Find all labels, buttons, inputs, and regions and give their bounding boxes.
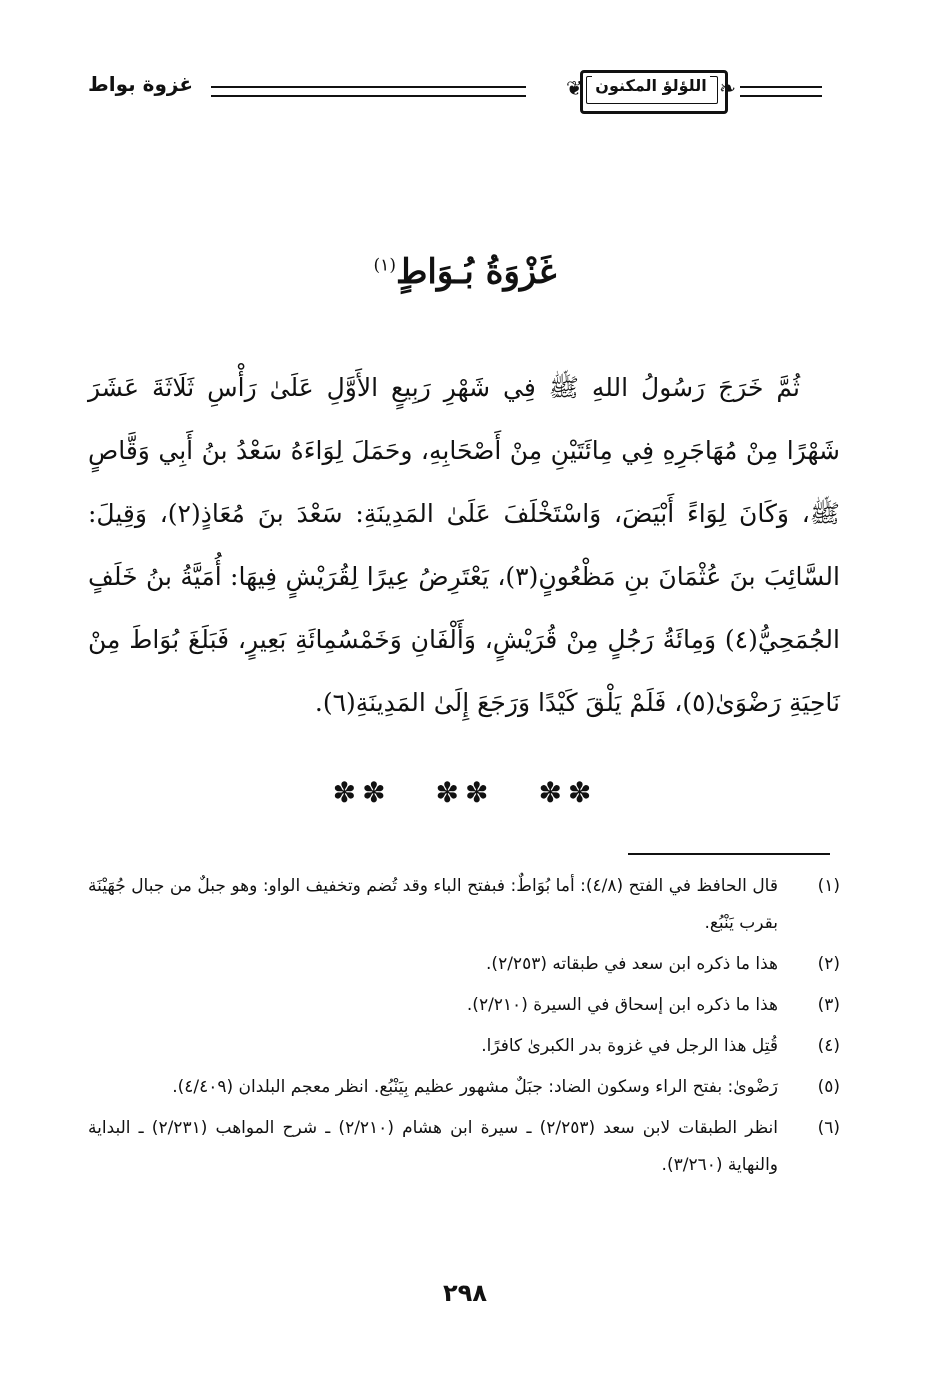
body-paragraph: ثُمَّ خَرَجَ رَسُولُ اللهِ ﷺ فِي شَهْرِ رَبِيعٍ الأَوَّلِ عَلَىٰ رَأْسِ ثَلَاثَةَ عَشَرَ شَهْرًا مِنْ مُهَاجَرِهِ فِي مِائَتَيْنِ مِنْ أَصْحَابِهِ، وحَمَلَ لِوَاءَهُ سَعْدُ بنُ أَبِي وَقَّاصٍ ﷺ، وَكَانَ لِوَاءً أَبْيَضَ، وَاسْتَخْلَفَ عَلَىٰ المَدِينَةِ: سَعْدَ بنَ مُعَاذٍ(٢)، وَقِيلَ: السَّائِبَ بنَ عُثْمَانَ بنِ مَظْعُونٍ(٣)، يَعْتَرِضُ عِيرًا لِقُرَيْشٍ فِيهَا: أُمَيَّةُ بنُ خَلَفٍ الجُمَحِيُّ(٤) وَمِائَةُ رَجُلٍ مِنْ قُرَيْشٍ، وَأَلْفَانِ وَخَمْسُمِائَةِ بَعِيرٍ، فَبَلَغَ بُوَاطَ مِنْ نَاحِيَةِ رَضْوَىٰ(٥)، فَلَمْ يَلْقَ كَيْدًا وَرَجَعَ إِلَىٰ المَدِينَةِ(٦). [88,373,840,717]
section-separator [0,776,930,809]
footnote-text: رَضْوىٰ: بفتح الراء وسكون الضاد: جبَلٌ مشهور عظيم بِيَنْبُع. انظر معجم البلدان (٤/٤٠٩). [172,1077,778,1097]
footnote-number: (٤) [817,1036,840,1056]
footnote-item [88,1110,840,1184]
footnote-number: (١) [817,876,840,896]
asterism-icon: ✽✽ [332,776,392,809]
header-rule-right [740,86,822,97]
footnote-ref: (١) [373,255,396,276]
page-number: ٢٩٨ [443,1279,487,1307]
header-rule-left [211,86,526,97]
running-header [78,62,848,118]
footnote-text: هذا ما ذكره ابن سعد في طبقاته (٢/٢٥٣). [486,954,778,974]
footnote-text: قال الحافظ في الفتح (٤/٨): أما بُوَاطٌ: فبفتح الباء وقد تُضم وتخفيف الواو: وهو جبلٌ من جبال جُهَيْنَة بقرب يَنْبُع. [88,876,778,933]
footnote-item [88,946,840,983]
footnote-number: (٥) [817,1077,840,1097]
book-title: اللؤلؤ المكنون [592,76,710,95]
footnote-number: (٢) [817,954,840,974]
footnote-divider [628,853,830,855]
footnote-item [88,1028,840,1065]
footnote-text: قُتِل هذا الرجل في غزوة بدر الكبرىٰ كافرًا. [481,1036,778,1056]
flourish-icon: ❧ [719,76,736,100]
book-title-cartouche [566,62,736,118]
section-title: غزوة بواط [88,72,193,96]
asterism-icon: ✽✽ [435,776,495,809]
footnote-item [88,1069,840,1106]
footnote-text: هذا ما ذكره ابن إسحاق في السيرة (٢/٢١٠). [466,995,778,1015]
flourish-icon: ❦ [566,76,583,100]
footnote-number: (٦) [817,1118,840,1138]
footnote-text: انظر الطبقات لابن سعد (٢/٢٥٣) ـ سيرة ابن هشام (٢/٢١٠) ـ شرح المواهب (٢/٢٣١) ـ البداية والنهاية (٣/٢٦٠). [88,1118,778,1175]
body-text [88,356,840,734]
footnote-item [88,987,840,1024]
footnote-item [88,868,840,942]
footnote-number: (٣) [817,995,840,1015]
footnotes [88,868,840,1184]
asterism-icon: ✽✽ [538,776,598,809]
chapter-title [0,252,930,292]
chapter-title-text: غَزْوَةُ بُـوَاطٍ [395,252,557,292]
